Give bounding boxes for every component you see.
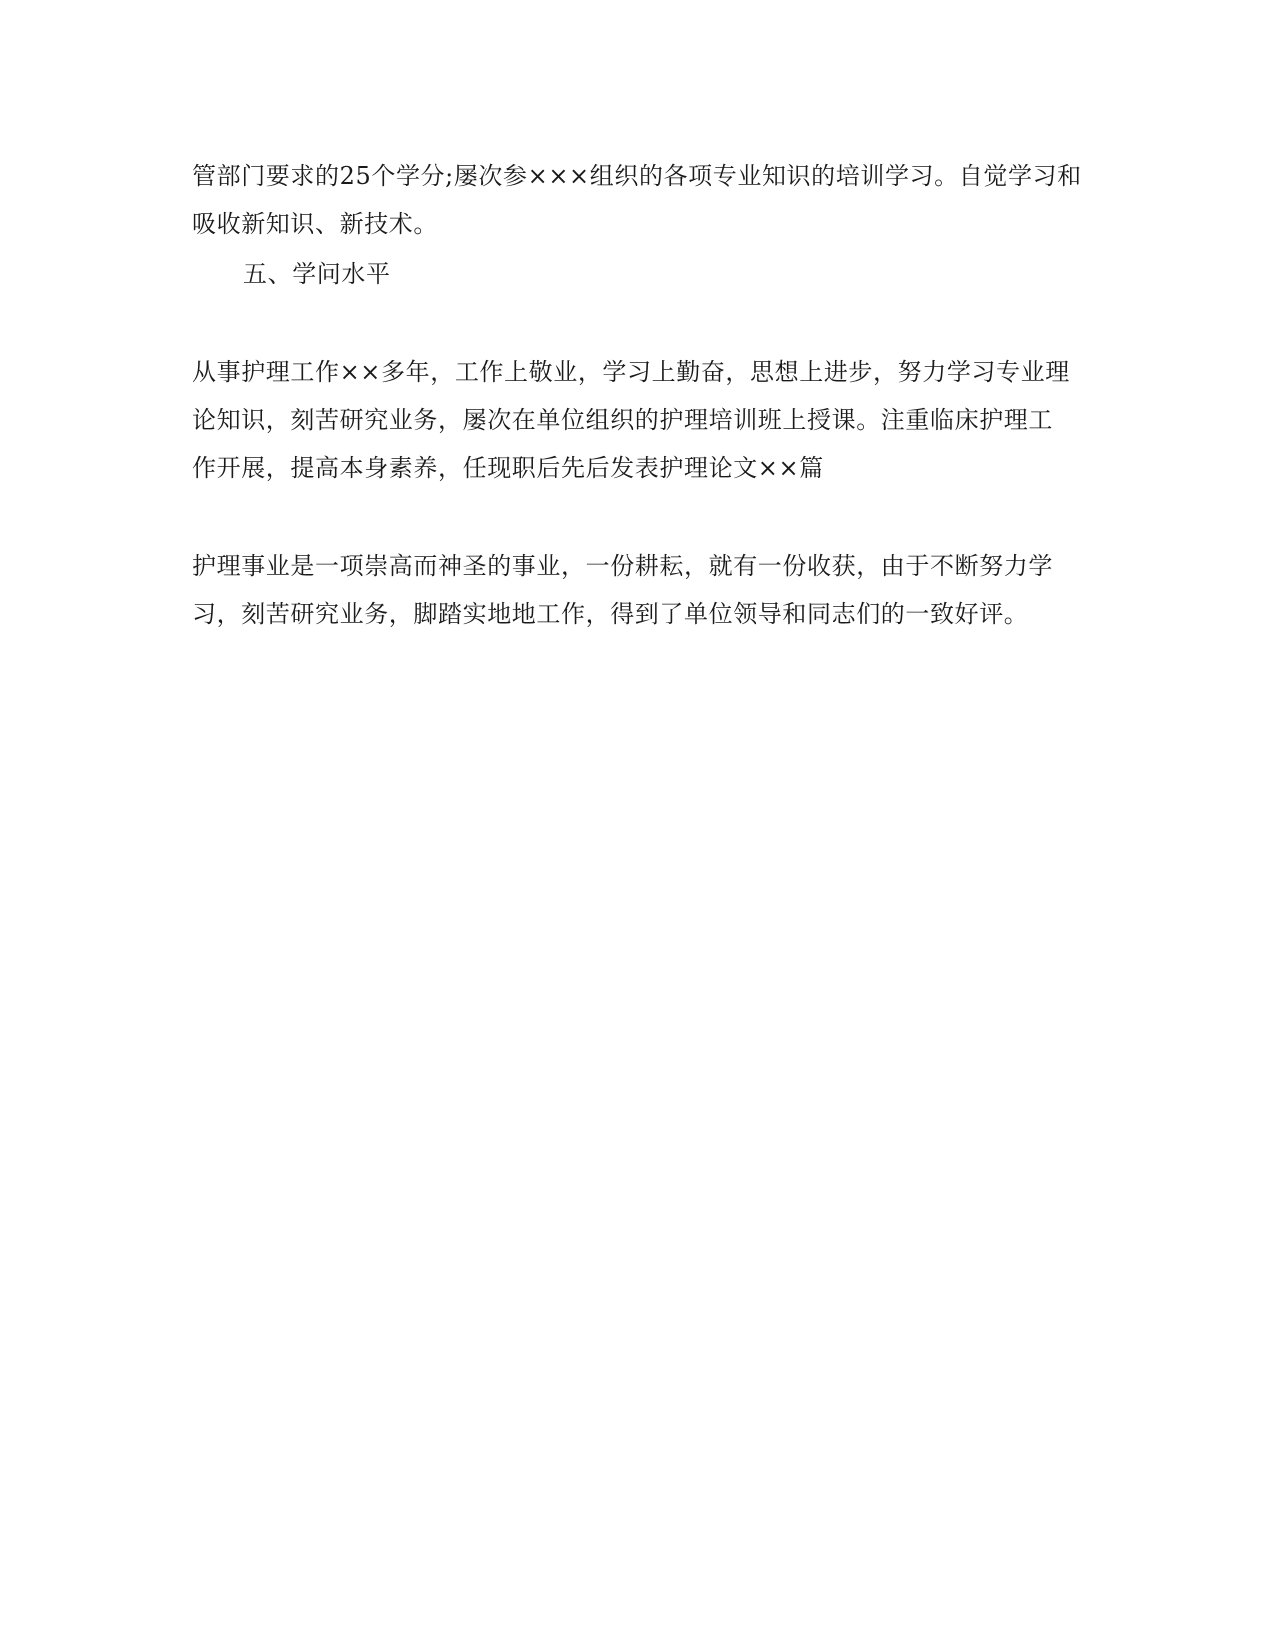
paragraph-line: 护理事业是一项崇高而神圣的事业，一份耕耘，就有一份收获，由于不断努力学	[192, 552, 1053, 580]
section-heading-knowledge-level: 五、学问水平	[243, 260, 391, 288]
paragraph-conclusion	[192, 542, 1072, 638]
paragraph-line: 习，刻苦研究业务，脚踏实地地工作，得到了单位领导和同志们的一致好评。	[192, 600, 1029, 628]
paragraph-line: 作开展，提高本身素养，任现职后先后发表护理论文××篇	[192, 454, 824, 482]
paragraph-line: 论知识，刻苦研究业务，屡次在单位组织的护理培训班上授课。注重临床护理工	[192, 406, 1053, 434]
paragraph-line: 吸收新知识、新技术。	[192, 210, 438, 238]
paragraph-line: 从事护理工作××多年，工作上敬业，学习上勤奋，思想上进步，努力学习专业理	[192, 358, 1070, 386]
paragraph-continuing-education	[192, 152, 1082, 248]
paragraph-line: 管部门要求的25个学分;屡次参×××组织的各项专业知识的培训学习。自觉学习和	[192, 162, 1082, 190]
paragraph-work-experience	[192, 348, 1072, 492]
